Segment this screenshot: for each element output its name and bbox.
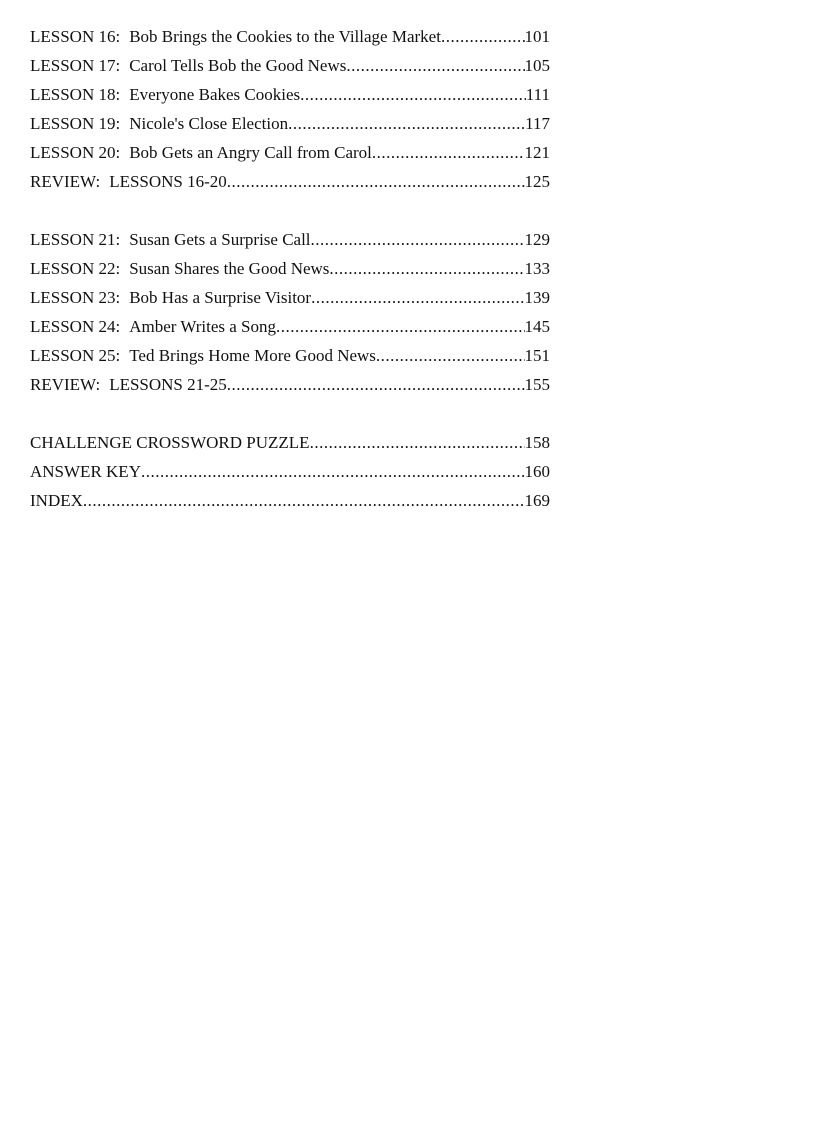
dot-leader: [311, 225, 525, 254]
toc-entry-label: CHALLENGE CROSSWORD PUZZLE: [30, 433, 310, 452]
toc-entry-page: 125: [524, 172, 550, 191]
dot-leader: [372, 138, 525, 167]
toc-entry-title: Susan Gets a Surprise Call: [129, 230, 311, 249]
toc-entry: [30, 51, 550, 80]
toc-entry-title: Bob Brings the Cookies to the Village Market: [129, 27, 441, 46]
toc-entry-title: Nicole's Close Election: [129, 114, 289, 133]
toc-entry-page: 129: [524, 230, 550, 249]
dot-leader: [276, 312, 524, 341]
toc-group-lessons-16-20: [30, 22, 550, 196]
dot-leader: [376, 341, 525, 370]
toc-entry-label: REVIEW:: [30, 375, 101, 394]
toc-entry-page: 151: [524, 346, 550, 365]
toc-entry-page: 105: [524, 56, 550, 75]
toc-group-lessons-21-25: [30, 225, 550, 399]
toc-entry-title: Everyone Bakes Cookies: [129, 85, 301, 104]
toc-entry-label: REVIEW:: [30, 172, 101, 191]
toc-entry-label: LESSON 22:: [30, 259, 121, 278]
dot-leader: [441, 22, 525, 51]
toc-entry-title: Bob Gets an Angry Call from Carol: [129, 143, 372, 162]
toc-entry-page: 133: [524, 259, 550, 278]
toc-entry-label: LESSON 21:: [30, 230, 121, 249]
toc-group-back-matter: [30, 428, 550, 515]
toc-entry-title: LESSONS 16-20: [109, 172, 227, 191]
dot-leader: [227, 167, 525, 196]
toc-entry-title: Carol Tells Bob the Good News: [129, 56, 347, 75]
dot-leader: [288, 109, 525, 138]
toc-entry-label: LESSON 19:: [30, 114, 121, 133]
toc-entry: [30, 22, 550, 51]
toc-entry-label: LESSON 25:: [30, 346, 121, 365]
toc-entry-page: 121: [524, 143, 550, 162]
dot-leader: [227, 370, 525, 399]
toc-entry-label: LESSON 16:: [30, 27, 121, 46]
toc-entry-page: 155: [524, 375, 550, 394]
dot-leader: [300, 80, 526, 109]
toc-entry-title: LESSONS 21-25: [109, 375, 227, 394]
toc-entry-label: LESSON 17:: [30, 56, 121, 75]
toc-entry: [30, 80, 550, 109]
toc-entry-page: 139: [524, 288, 550, 307]
toc-entry-index: [30, 486, 550, 515]
toc-entry: [30, 138, 550, 167]
toc-entry: [30, 283, 550, 312]
toc-entry-title: Amber Writes a Song: [129, 317, 277, 336]
toc-entry-page: 111: [525, 85, 550, 104]
toc-entry-review: [30, 370, 550, 399]
toc-entry-crossword: [30, 428, 550, 457]
dot-leader: [83, 486, 525, 515]
dot-leader: [329, 254, 524, 283]
toc-entry-label: ANSWER KEY: [30, 462, 141, 481]
toc-entry-label: LESSON 24:: [30, 317, 121, 336]
dot-leader: [311, 283, 524, 312]
dot-leader: [310, 428, 525, 457]
toc-entry: [30, 312, 550, 341]
toc-entry-label: INDEX: [30, 491, 83, 510]
toc-entry: [30, 254, 550, 283]
dot-leader: [346, 51, 524, 80]
toc-entry-title: Bob Has a Surprise Visitor: [129, 288, 312, 307]
toc-entry-answer-key: [30, 457, 550, 486]
toc-entry-label: LESSON 18:: [30, 85, 121, 104]
toc-entry: [30, 225, 550, 254]
toc-entry-title: Susan Shares the Good News: [129, 259, 330, 278]
toc-entry-page: 169: [524, 491, 550, 510]
toc-entry-review: [30, 167, 550, 196]
toc-entry-page: 158: [524, 433, 550, 452]
table-of-contents: [30, 22, 550, 515]
dot-leader: [141, 457, 525, 486]
toc-entry-page: 145: [524, 317, 550, 336]
toc-entry-page: 101: [524, 27, 550, 46]
toc-entry-page: 117: [525, 114, 550, 133]
toc-entry-page: 160: [524, 462, 550, 481]
toc-entry: [30, 109, 550, 138]
toc-entry: [30, 341, 550, 370]
toc-entry-title: Ted Brings Home More Good News: [129, 346, 376, 365]
toc-entry-label: LESSON 23:: [30, 288, 121, 307]
toc-entry-label: LESSON 20:: [30, 143, 121, 162]
